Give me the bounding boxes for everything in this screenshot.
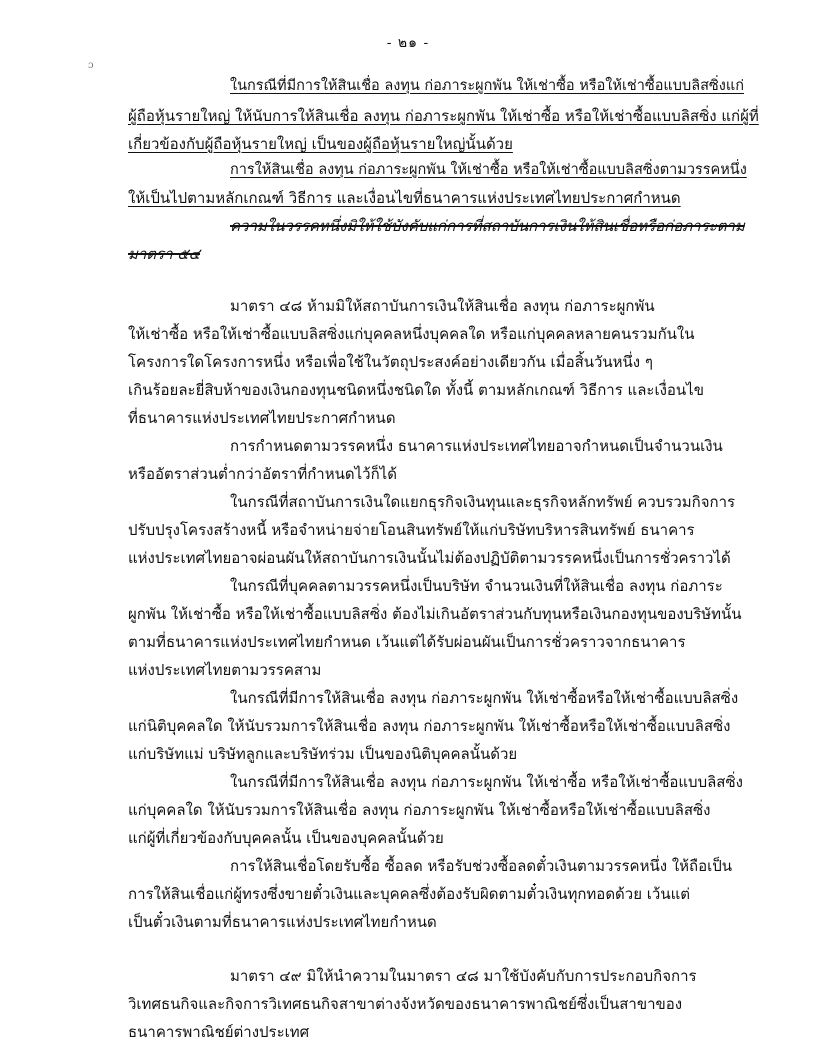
paragraph-line: ผู้ถือหุ้นรายใหญ่ ให้นับการให้สินเชื่อ ลงทุน ก่อภาระผูกพัน ให้เช่าซื้อ หรือให้เช่าซื้อแบบลิสซิ่ง แก่ผู้ที่ bbox=[128, 107, 759, 125]
section-48-heading: มาตรา ๔๘ ห้ามมิให้สถาบันการเงินให้สินเชื่อ ลงทุน ก่อภาระผูกพัน bbox=[230, 297, 655, 315]
paragraph-line: ในกรณีที่มีการให้สินเชื่อ ลงทุน ก่อภาระผูกพัน ให้เช่าซื้อหรือให้เช่าซื้อแบบลิสซิ่ง bbox=[230, 689, 739, 707]
paragraph-line: ในกรณีที่มีการให้สินเชื่อ ลงทุน ก่อภาระผูกพัน ให้เช่าซื้อ หรือให้เช่าซื้อแบบลิสซิ่ง bbox=[230, 773, 743, 791]
struck-line: ความในวรรคหนึ่งมิให้ใช้บังคับแก่การที่สถาบันการเงินให้สินเชื่อหรือก่อภาระตาม bbox=[230, 217, 745, 235]
paragraph-line: เกี่ยวข้องกับผู้ถือหุ้นรายใหญ่ เป็นของผู้ถือหุ้นรายใหญ่นั้นด้วย bbox=[128, 135, 513, 153]
paragraph-line: ในกรณีที่บุคคลตามวรรคหนึ่งเป็นบริษัท จำนวนเงินที่ให้สินเชื่อ ลงทุน ก่อภาระ bbox=[230, 577, 723, 595]
paragraph-line: เป็นตั๋วเงินตามที่ธนาคารแห่งประเทศไทยกำหนด bbox=[128, 913, 437, 931]
paragraph-line: ที่ธนาคารแห่งประเทศไทยประกาศกำหนด bbox=[128, 409, 396, 427]
struck-line: มาตรา ๕๔ bbox=[128, 245, 201, 263]
paragraph-line: ตามที่ธนาคารแห่งประเทศไทยกำหนด เว้นแต่ได้รับผ่อนผันเป็นการชั่วคราวจากธนาคาร bbox=[128, 633, 686, 651]
paragraph-line: แก่บุคคลใด ให้นับรวมการให้สินเชื่อ ลงทุน ก่อภาระผูกพัน ให้เช่าซื้อหรือให้เช่าซื้อแบบลิสซิ่ง bbox=[128, 801, 711, 819]
paragraph-line: การกำหนดตามวรรคหนึ่ง ธนาคารแห่งประเทศไทยอาจกำหนดเป็นจำนวนเงิน bbox=[230, 437, 723, 455]
paragraph-line: การให้สินเชื่อโดยรับซื้อ ซื้อลด หรือรับช่วงซื้อลดตั๋วเงินตามวรรคหนึ่ง ให้ถือเป็น bbox=[230, 857, 733, 875]
paragraph-line: การให้สินเชื่อ ลงทุน ก่อภาระผูกพัน ให้เช่าซื้อ หรือให้เช่าซื้อแบบลิสซิ่งตามวรรคหนึ่ง bbox=[230, 162, 747, 178]
section-49-heading: มาตรา ๔๙ มิให้นำความในมาตรา ๔๘ มาใช้บังคับกับการประกอบกิจการ bbox=[230, 967, 697, 985]
paragraph-line: ให้เช่าซื้อ หรือให้เช่าซื้อแบบลิสซิ่งแก่บุคคลหนึ่งบุคคลใด หรือแก่บุคคลหลายคนรวมกันใน bbox=[128, 325, 695, 343]
paragraph-line: ในกรณีที่สถาบันการเงินใดแยกธุรกิจเงินทุนและธุรกิจหลักทรัพย์ ควบรวมกิจการ bbox=[230, 493, 736, 511]
paragraph-line: หรืออัตราส่วนต่ำกว่าอัตราที่กำหนดไว้ก็ได้ bbox=[128, 465, 397, 483]
paragraph-line: เกินร้อยละยี่สิบห้าของเงินกองทุนชนิดหนึ่งชนิดใด ทั้งนี้ ตามหลักเกณฑ์ วิธีการ และเงื่อนไข bbox=[128, 381, 704, 399]
page-number: - ๒๑ - bbox=[386, 35, 430, 51]
paragraph-line: แก่บริษัทแม่ บริษัทลูกและบริษัทร่วม เป็นของนิติบุคคลนั้นด้วย bbox=[128, 745, 518, 763]
paragraph-line: โครงการใดโครงการหนึ่ง หรือเพื่อใช้ในวัตถุประสงค์อย่างเดียวกัน เมื่อสิ้นวันหนึ่ง ๆ bbox=[128, 353, 653, 371]
margin-mark: ɔ bbox=[88, 60, 94, 71]
paragraph-line: ให้เป็นไปตามหลักเกณฑ์ วิธีการ และเงื่อนไขที่ธนาคารแห่งประเทศไทยประกาศกำหนด bbox=[128, 189, 681, 207]
paragraph-line: แก่นิติบุคคลใด ให้นับรวมการให้สินเชื่อ ลงทุน ก่อภาระผูกพัน ให้เช่าซื้อหรือให้เช่าซื้อแบบลิสซิ่ง bbox=[128, 717, 731, 735]
paragraph-line: แห่งประเทศไทยอาจผ่อนผันให้สถาบันการเงินนั้นไม่ต้องปฏิบัติตามวรรคหนึ่งเป็นการชั่วคราวได้ bbox=[128, 549, 731, 567]
paragraph-line: ในกรณีที่มีการให้สินเชื่อ ลงทุน ก่อภาระผูกพัน ให้เช่าซื้อ หรือให้เช่าซื้อแบบลิสซิ่งแก่ bbox=[230, 78, 744, 94]
paragraph-line: แห่งประเทศไทยตามวรรคสาม bbox=[128, 661, 322, 679]
paragraph-line: ธนาคารพาณิชย์ต่างประเทศ bbox=[128, 1023, 310, 1041]
paragraph-line: แก่ผู้ที่เกี่ยวข้องกับบุคคลนั้น เป็นของบุคคลนั้นด้วย bbox=[128, 829, 444, 847]
paragraph-line: การให้สินเชื่อแก่ผู้ทรงซึ่งขายตั๋วเงินและบุคคลซึ่งต้องรับผิดตามตั๋วเงินทุกทอดด้วย เว้นแต่ bbox=[128, 885, 690, 903]
paragraph-line: วิเทศธนกิจและกิจการวิเทศธนกิจสาขาต่างจังหวัดของธนาคารพาณิชย์ซึ่งเป็นสาขาของ bbox=[128, 995, 683, 1013]
paragraph-line: ปรับปรุงโครงสร้างหนี้ หรือจำหน่ายจ่ายโอนสินทรัพย์ให้แก่บริษัทบริหารสินทรัพย์ ธนาคาร bbox=[128, 521, 695, 539]
paragraph-line: ผูกพัน ให้เช่าซื้อ หรือให้เช่าซื้อแบบลิสซิ่ง ต้องไม่เกินอัตราส่วนกับทุนหรือเงินกองทุนของบริษัทนั้น bbox=[128, 605, 742, 623]
